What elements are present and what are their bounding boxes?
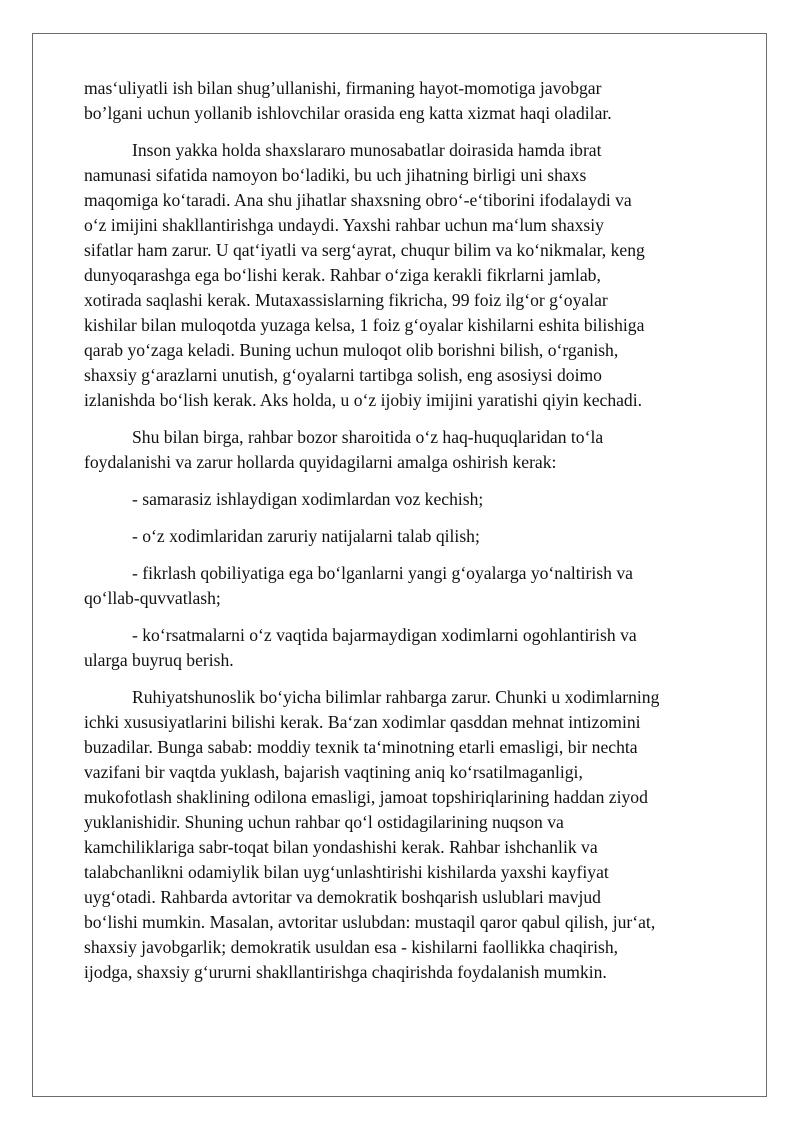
- paragraph-2: Inson yakka holda shaxslararo munosabatlar doirasida hamda ibrat namunasi sifatida namoyon bo‘ladiki, bu uch jihatning birligi uni shaxs maqomiga ko‘taradi. Ana shu jihatlar shaxsning obro‘-e‘tiborini ifodalaydi va o‘z imijini shakllantirishga undaydi. Yaxshi rahbar uchun ma‘lum shaxsiy sifatlar ham zarur. U qat‘iyatli va serg‘ayrat, chuqur bilim va ko‘nikmalar, keng dunyoqarashga ega bo‘lishi kerak. Rahbar o‘ziga kerakli fikrlarni jamlab, xotirada saqlashi kerak. Mutaxassislarning fikricha, 99 foiz ilg‘or g‘oyalar kishilar bilan muloqotda yuzaga kelsa, 1 foiz g‘oyalar kishilarni eshita bilishiga qarab yo‘zaga keladi. Buning uchun muloqot olib borishni bilish, o‘rganish, shaxsiy g‘arazlarni unutish, g‘oyalarni tartibga solish, eng asosiysi doimo izlanishda bo‘lish kerak. Aks holda, u o‘z ijobiy imijini yaratishi qiyin kechadi.: [84, 140, 645, 410]
- paragraph-3: Shu bilan birga, rahbar bozor sharoitida o‘z haq-huquqlaridan to‘la foydalanishi va zarur hollarda quyidagilarni amalga oshirish kerak:: [84, 427, 604, 472]
- paragraph-1: mas‘uliyatli ish bilan shug’ullanishi, firmaning hayot-momotiga javobgar bo’lgani uchun yollanib ishlovchilar orasida eng katta xizmat haqi oladilar.: [84, 78, 612, 123]
- list-item-1: - samarasiz ishlaydigan xodimlardan voz kechish;: [132, 489, 484, 509]
- document-body: [84, 76, 724, 997]
- list-item-2: - o‘z xodimlaridan zaruriy natijalarni talab qilish;: [132, 526, 480, 546]
- list-item-3: - fikrlash qobiliyatiga ega bo‘lganlarni yangi g‘oyalarga yo‘naltirish va qo‘llab-quvvatlash;: [84, 563, 633, 608]
- paragraph-4: Ruhiyatshunoslik bo‘yicha bilimlar rahbarga zarur. Chunki u xodimlarning ichki xususiyatlarini bilishi kerak. Ba‘zan xodimlar qasddan mehnat intizomini buzadilar. Bunga sabab: moddiy texnik ta‘minotning etarli emasligi, bir nechta vazifani bir vaqtda yuklash, bajarish vaqtining aniq ko‘rsatilmaganligi, mukofotlash shaklining odilona emasligi, jamoat topshiriqlarining haddan ziyod yuklanishidir. Shuning uchun rahbar qo‘l ostidagilarining nuqson va kamchiliklariga sabr-toqat bilan yondashishi kerak. Rahbar ishchanlik va talabchanlikni odamiylik bilan uyg‘unlashtirishi kishilarda yaxshi kayfiyat uyg‘otadi. Rahbarda avtoritar va demokratik boshqarish uslublari mavjud bo‘lishi mumkin. Masalan, avtoritar uslubdan: mustaqil qaror qabul qilish, jur‘at, shaxsiy javobgarlik; demokratik usuldan esa - kishilarni faollikka chaqirish, ijodga, shaxsiy g‘ururni shakllantirishga chaqirishda foydalanish mumkin.: [84, 687, 660, 982]
- list-item-4: - ko‘rsatmalarni o‘z vaqtida bajarmaydigan xodimlarni ogohlantirish va ularga buyruq berish.: [84, 625, 637, 670]
